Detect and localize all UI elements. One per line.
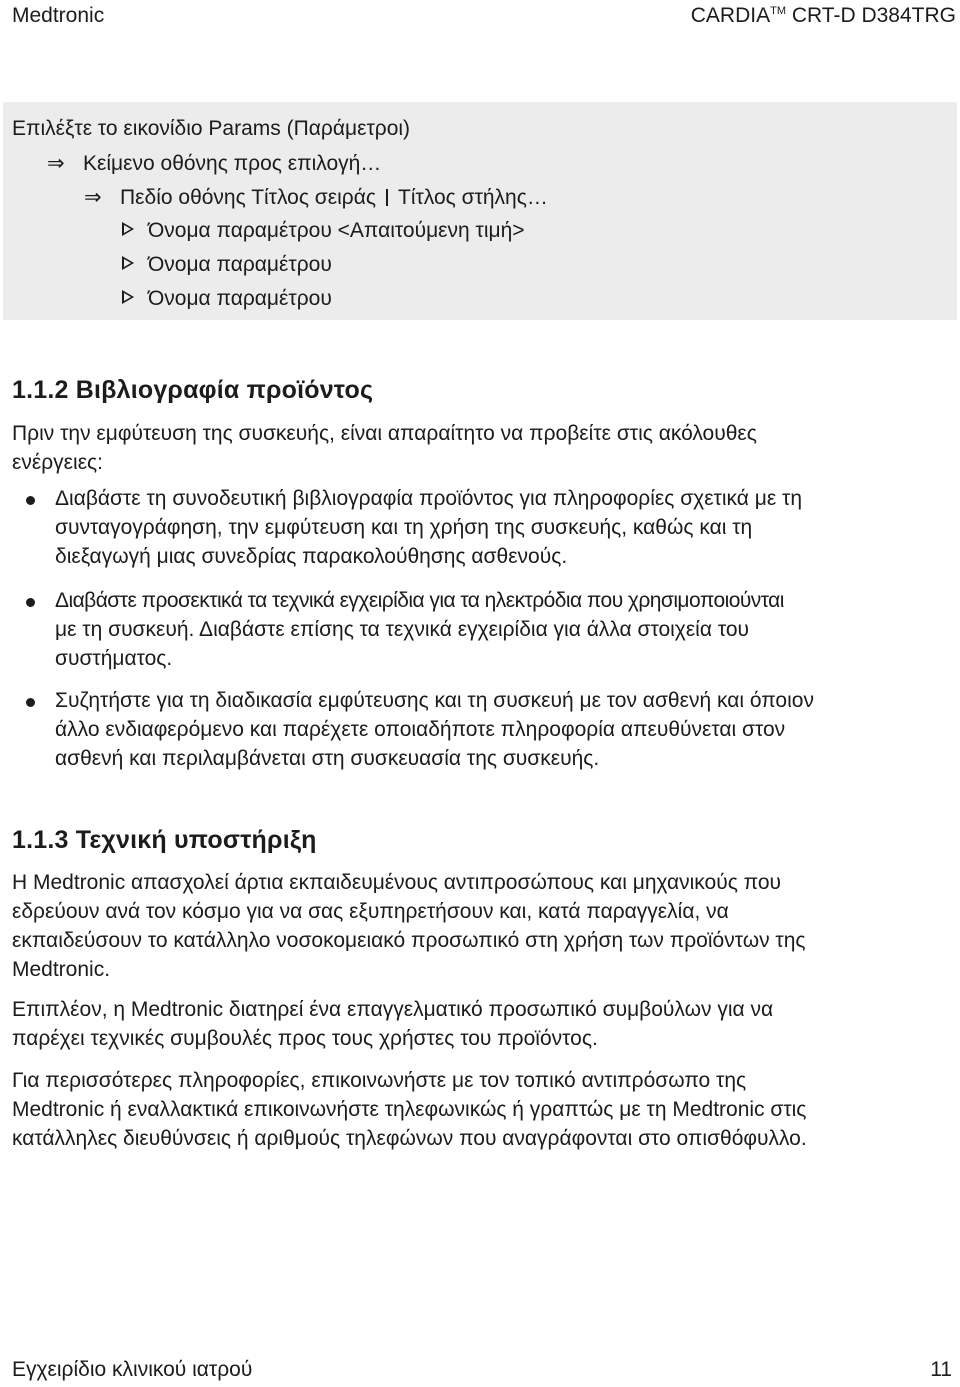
- nav-line-6: [122, 287, 332, 311]
- section-heading-1-1-2: 1.1.2 Βιβλιογραφία προϊόντος: [12, 376, 374, 404]
- header-product: [691, 4, 956, 28]
- paragraph-line: εκπαιδεύσουν το κατάλληλο νοσοκομειακό προσωπικό στη χρήση των προϊόντων της: [12, 929, 806, 952]
- nav-line-2-text: Κείμενο οθόνης προς επιλογή…: [83, 152, 382, 175]
- bullet-item-3: [55, 686, 960, 773]
- bullet-line: ασθενή και περιλαμβάνεται στη συσκευασία της συσκευής.: [55, 747, 600, 770]
- bullet-line: άλλο ενδιαφερόμενο και παρέχετε οποιαδήποτε πληροφορία απευθύνεται στον: [55, 718, 786, 741]
- product-model: CRT-D D384TRG: [791, 4, 956, 27]
- header-brand: Medtronic: [12, 4, 105, 27]
- nav-line-4: [122, 219, 525, 243]
- nav-line-1: Επιλέξτε το εικονίδιο Params (Παράμετροι): [12, 117, 411, 140]
- intro-line: Πριν την εμφύτευση της συσκευής, είναι απαραίτητο να προβείτε στις ακόλουθες: [12, 422, 757, 445]
- paragraph-line: παρέχει τεχνικές συμβουλές προς τους χρήστες του προϊόντος.: [12, 1027, 598, 1050]
- intro-paragraph: [12, 419, 958, 477]
- trademark: TM: [770, 5, 786, 17]
- nav-line-5-text: Όνομα παραμέτρου: [148, 253, 332, 276]
- paragraph-line: Medtronic ή εναλλακτικά επικοινωνήστε τηλεφωνικώς ή γραπτώς με τη Medtronic στις: [12, 1098, 807, 1121]
- paragraph-line: κατάλληλες διευθύνσεις ή αριθμούς τηλεφώνων που αναγράφονται στο οπισθόφυλλο.: [12, 1127, 807, 1150]
- triangle-right-icon: [122, 290, 134, 304]
- paragraph-line: Για περισσότερες πληροφορίες, επικοινωνήστε με τον τοπικό αντιπρόσωπο της: [12, 1069, 747, 1092]
- nav-line-6-text: Όνομα παραμέτρου: [148, 287, 332, 310]
- bullet-icon: [26, 698, 35, 707]
- bullet-item-2: [55, 586, 960, 673]
- paragraph-support-1: [12, 868, 958, 984]
- page-number: 11: [930, 1358, 952, 1381]
- paragraph-line: Η Medtronic απασχολεί άρτια εκπαιδευμένους αντιπροσώπους και μηχανικούς που: [12, 871, 782, 894]
- bullet-icon: [26, 598, 35, 607]
- nav-line-3-b: Τίτλος στήλης…: [398, 186, 548, 209]
- intro-line: ενέργειες:: [12, 451, 104, 474]
- double-arrow-icon: ⇒: [84, 186, 102, 209]
- paragraph-line: εδρεύουν ανά τον κόσμο για να σας εξυπηρετήσουν και, κατά παραγγελία, να: [12, 900, 729, 923]
- bullet-icon: [26, 496, 35, 505]
- bullet-line: συστήματος.: [55, 647, 173, 670]
- bullet-line: Διαβάστε προσεκτικά τα τεχνικά εγχειρίδια για τα ηλεκτρόδια που χρησιμοποιούνται: [55, 589, 784, 612]
- paragraph-support-2: [12, 995, 958, 1053]
- nav-line-3-a: Πεδίο οθόνης Τίτλος σειράς: [120, 186, 376, 209]
- product-prefix: CARDIA: [690, 4, 771, 27]
- paragraph-support-3: [12, 1066, 958, 1153]
- bullet-line: με τη συσκευή. Διαβάστε επίσης τα τεχνικά εγχειρίδια για άλλα στοιχεία του: [55, 618, 749, 641]
- separator-bar: [386, 189, 388, 206]
- nav-line-2: [47, 151, 381, 176]
- paragraph-line: Επιπλέον, η Medtronic διατηρεί ένα επαγγελματικό προσωπικό συμβούλων για να: [12, 998, 774, 1021]
- footer-title: Εγχειρίδιο κλινικού ιατρού: [12, 1358, 253, 1381]
- section-heading-1-1-3: 1.1.3 Τεχνική υποστήριξη: [12, 826, 317, 854]
- double-arrow-icon: ⇒: [47, 152, 65, 175]
- nav-line-3: [84, 185, 548, 210]
- bullet-line: Συζητήστε για τη διαδικασία εμφύτευσης και τη συσκευή με τον ασθενή και όποιον: [55, 689, 814, 712]
- bullet-line: διεξαγωγή μιας συνεδρίας παρακολούθησης ασθενούς.: [55, 545, 568, 568]
- paragraph-line: Medtronic.: [12, 958, 111, 981]
- triangle-right-icon: [122, 256, 134, 270]
- bullet-item-1: [55, 484, 960, 571]
- nav-line-5: [122, 253, 332, 277]
- bullet-line: συνταγογράφηση, την εμφύτευση και τη χρήση της συσκευής, καθώς και τη: [55, 516, 753, 539]
- nav-line-4-text: Όνομα παραμέτρου <Απαιτούμενη τιμή>: [148, 219, 525, 242]
- bullet-line: Διαβάστε τη συνοδευτική βιβλιογραφία προϊόντος για πληροφορίες σχετικά με τη: [55, 487, 803, 510]
- triangle-right-icon: [122, 222, 134, 236]
